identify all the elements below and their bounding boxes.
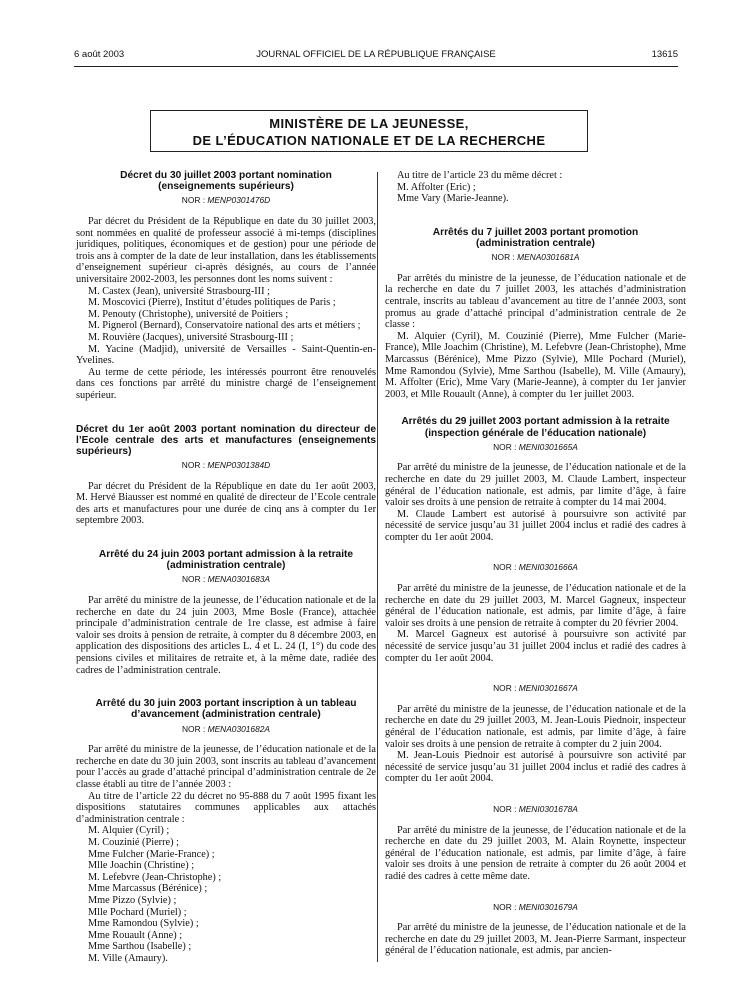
paragraph: Par arrêté du ministre de la jeunesse, de l’éducation nationale et de la recherche en date du 29 juillet 2003, M. Jean-Louis Piednoir, inspecteur général de l’éducation nationale, est admis, par limite d’âge, à faire valoir ses droits à une pension de retraite à compter du 2 juin 2004. (385, 703, 686, 750)
retirement-entry (385, 683, 686, 785)
section-title: Décret du 30 juillet 2003 portant nomination (enseignements supérieurs) (120, 170, 332, 193)
paragraph: Par arrêté du ministre de la jeunesse, de l’éducation nationale et de la recherche en date du 29 juillet 2003, M. Jean-Pierre Sarmant, inspecteur général de l’éducation nationale, est admis, par ancien- (385, 922, 686, 957)
retirement-entry (385, 442, 686, 544)
retirement-entry (385, 902, 686, 957)
section-title: Arrêté du 24 juin 2003 portant admission à la retraite (administration centrale) (98, 549, 354, 572)
list-item: Mme Pizzo (Sylvie) ; (88, 894, 177, 906)
paragraph: M. Alquier (Cyril), M. Couzinié (Pierre), Mme Fulcher (Marie-France), Mlle Joachim (Christine), M. Lefebvre (Jean-Christophe), Mme Marcassus (Bérénice), Mme Pizzo (Sylvie), Mlle Pochard (Muriel), Mme Ramondou (Sylvie), Mme Sarthou (Isabelle), M. Ville (Amaury), M. Affolter (Eric), Mme Vary (Marie-Jeanne), à compter du 1er janvier 2003, et Mlle Rouault (Anne), à compter du 1er juillet 2003. (385, 330, 686, 400)
article-23-list (385, 182, 686, 205)
list-item: M. Alquier (Cyril) ; (88, 825, 170, 837)
section-arretes-29-juillet (385, 416, 686, 957)
list-item: M. Moscovici (Pierre), Institut d’études politiques de Paris ; (88, 297, 336, 309)
section-title: Arrêté du 30 juin 2003 portant inscription à un tableau d’avancement (administration centrale) (95, 698, 357, 721)
nor-reference: NOR : MENI0301666A (493, 562, 578, 573)
nor-reference: NOR : MENI0301679A (493, 901, 578, 912)
paragraph: Par arrêté du ministre de la jeunesse, de l’éducation nationale et de la recherche en date du 30 juin 2003, sont inscrits au tableau d’avancement pour l’accès au grade d’attaché principal d’administration centrale de 2e classe établi au titre de l’année 2003 : (76, 744, 376, 791)
paragraph: M. Jean-Louis Piednoir est autorisé à poursuivre son activité par nécessité de service jusqu’au 31 juillet 2004 inclus et radié des cadres à compter du 1er août 2004. (385, 750, 686, 785)
nominee-list (76, 286, 376, 367)
list-item: M. Ville (Amaury). (88, 952, 168, 964)
nor-reference: NOR : MENI0301667A (493, 683, 578, 694)
list-item: M. Affolter (Eric) ; (397, 181, 476, 193)
nor-reference: NOR : MENI0301678A (493, 803, 578, 814)
ministry-line-2: DE L’ÉDUCATION NATIONALE ET DE LA RECHERCHE (192, 133, 546, 148)
ministry-heading (150, 110, 588, 152)
left-column (76, 170, 376, 965)
list-item: M. Lefebvre (Jean-Christophe) ; (88, 871, 222, 883)
paragraph: Par arrêté du ministre de la jeunesse, de l’éducation nationale et de la recherche en date du 29 juillet 2003, M. Claude Lambert, inspecteur général de l’éducation nationale, est admis, par limite d’âge, à faire valoir ses droits à une pension de retraite à compter du 14 mai 2004. (385, 462, 686, 509)
right-column (385, 170, 686, 957)
paragraph: M. Claude Lambert est autorisé à poursuivre son activité par nécessité de service jusqu’au 31 juillet 2004 inclus et radié des cadres à compter du 1er août 2004. (385, 508, 686, 543)
section-title: Arrêtés du 29 juillet 2003 portant admission à la retraite (inspection générale de l’éducation nationale) (401, 416, 670, 439)
paragraph: M. Marcel Gagneux est autorisé à poursuivre son activité par nécessité de service jusqu’au 31 juillet 2004 inclus et radié des cadres à compter du 1er août 2004. (385, 629, 686, 664)
paragraph: Au terme de cette période, les intéressés pourront être renouvelés dans ces fonctions par arrêté du ministre chargé de l’enseignement supérieur. (76, 366, 376, 401)
paragraph: Par arrêté du ministre de la jeunesse, de l’éducation nationale et de la recherche en date du 24 juin 2003, Mme Bosle (France), attachée principale d’administration centrale de 1re classe, est admise à faire valoir ses droits à pension de retraite, à compter du 8 décembre 2003, en application des dispositions des articles L. 4 et L. 24 (I, 1°) du code des pensions civiles et militaires de retraite et, à la même date, radiée des cadres de l’administration centrale. (76, 595, 376, 676)
nor-reference: NOR : MENA0301681A (491, 252, 580, 263)
list-item: Mlle Pochard (Muriel) ; (88, 906, 187, 918)
nor-reference: NOR : MENA0301682A (182, 723, 270, 734)
section-title: Arrêtés du 7 juillet 2003 portant promotion (administration centrale) (432, 226, 639, 249)
section-arrete-30-juin (76, 698, 376, 964)
list-item: M. Yacine (Madjid), université de Versailles - Saint-Quentin-en-Yvelines. (76, 343, 376, 367)
list-item: M. Penouty (Christophe), université de Poitiers ; (88, 308, 289, 320)
list-item: Mme Fulcher (Marie-France) ; (88, 848, 215, 860)
paragraph: Par décret du Président de la République en date du 1er août 2003, M. Hervé Biausser est nommé en qualité de directeur de l’Ecole centrale des arts et manufactures pour une durée de cinq ans à compter du 1er septembre 2003. (76, 480, 376, 527)
paragraph: Au titre de l’article 23 du même décret : (397, 170, 563, 181)
article-22-list (76, 825, 376, 964)
nor-reference: NOR : MENP0301384D (181, 460, 271, 471)
journal-title: JOURNAL OFFICIEL DE LA RÉPUBLIQUE FRANÇAISE (256, 49, 496, 60)
section-decret-30-juillet (76, 170, 376, 402)
nor-reference: NOR : MENP0301476D (181, 195, 271, 206)
nor-reference: NOR : MENA0301683A (182, 574, 270, 585)
list-item: Mlle Joachin (Christine) ; (88, 860, 195, 872)
list-item: M. Rouvière (Jacques), université Strasbourg-III ; (88, 331, 294, 343)
paragraph: Par décret du Président de la République en date du 30 juillet 2003, sont nommées en qualité de professeur associé à mi-temps (disciplines juridiques, politiques, économiques et de gestion) pour une période de trois ans à compter de la date de leur installation, dans les établissements d’enseignement supérieur ci-après désignés, au cours de l’année universitaire 2002-2003, les personnes dont les noms suivent : (76, 216, 376, 285)
section-title: Décret du 1er août 2003 portant nomination du directeur de l’Ecole centrale des arts et manufactures (enseignements supérieurs) (76, 423, 376, 457)
issue-date: 6 août 2003 (74, 49, 125, 60)
paragraph: Au titre de l’article 22 du décret no 95-888 du 7 août 1995 fixant les dispositions statutaires communes applicables aux attachés d’administration centrale : (76, 790, 376, 825)
retirement-entry (385, 804, 686, 883)
page-number: 13615 (651, 49, 678, 60)
nor-reference: NOR : MENI0301665A (493, 441, 578, 452)
paragraph: Par arrêté du ministre de la jeunesse, de l’éducation nationale et de la recherche en date du 29 juillet 2003, M. Marcel Gagneux, inspecteur général de l’éducation nationale, est admis, par limite d’âge, à faire valoir ses droits à une pension de retraite à compter du 20 février 2004. (385, 583, 686, 629)
paragraph: Par arrêtés du ministre de la jeunesse, de l’éducation nationale et de la recherche en date du 7 juillet 2003, les attachés d’administration centrale, inscrits au tableau d’avancement au titre de l’année 2003, sont promus au grade d’attaché principal d’administration centrale de 2e classe : (385, 272, 686, 331)
list-item: M. Pignerol (Bernard), Conservatoire national des arts et métiers ; (88, 320, 361, 332)
retirement-entry (385, 562, 686, 664)
section-decret-1-aout (76, 424, 376, 528)
list-item: Mme Rouault (Anne) ; (88, 929, 183, 941)
section-arrete-24-juin (76, 549, 376, 676)
list-item: Mme Vary (Marie-Jeanne). (397, 193, 509, 205)
section-arrete-30-juin-continued (385, 170, 686, 205)
header-rule (74, 66, 678, 67)
list-item: Mme Marcassus (Bérénice) ; (88, 883, 208, 895)
list-item: M. Castex (Jean), université Strasbourg-III ; (88, 285, 270, 297)
column-divider (377, 172, 378, 962)
section-arretes-7-juillet (385, 227, 686, 401)
ministry-line-1: MINISTÈRE DE LA JEUNESSE, (269, 116, 469, 131)
list-item: M. Couzinié (Pierre) ; (88, 836, 179, 848)
list-item: Mme Ramondou (Sylvie) ; (88, 918, 199, 930)
list-item: Mme Sarthou (Isabelle) ; (88, 941, 192, 953)
paragraph: Par arrêté du ministre de la jeunesse, de l’éducation nationale et de la recherche en date du 29 juillet 2003, M. Alain Roynette, inspecteur général de l’éducation nationale, est admis, par limite d’âge, à faire valoir ses droits à une pension de retraite à compter du 26 août 2004 et radié des cadres à cette même date. (385, 824, 686, 882)
